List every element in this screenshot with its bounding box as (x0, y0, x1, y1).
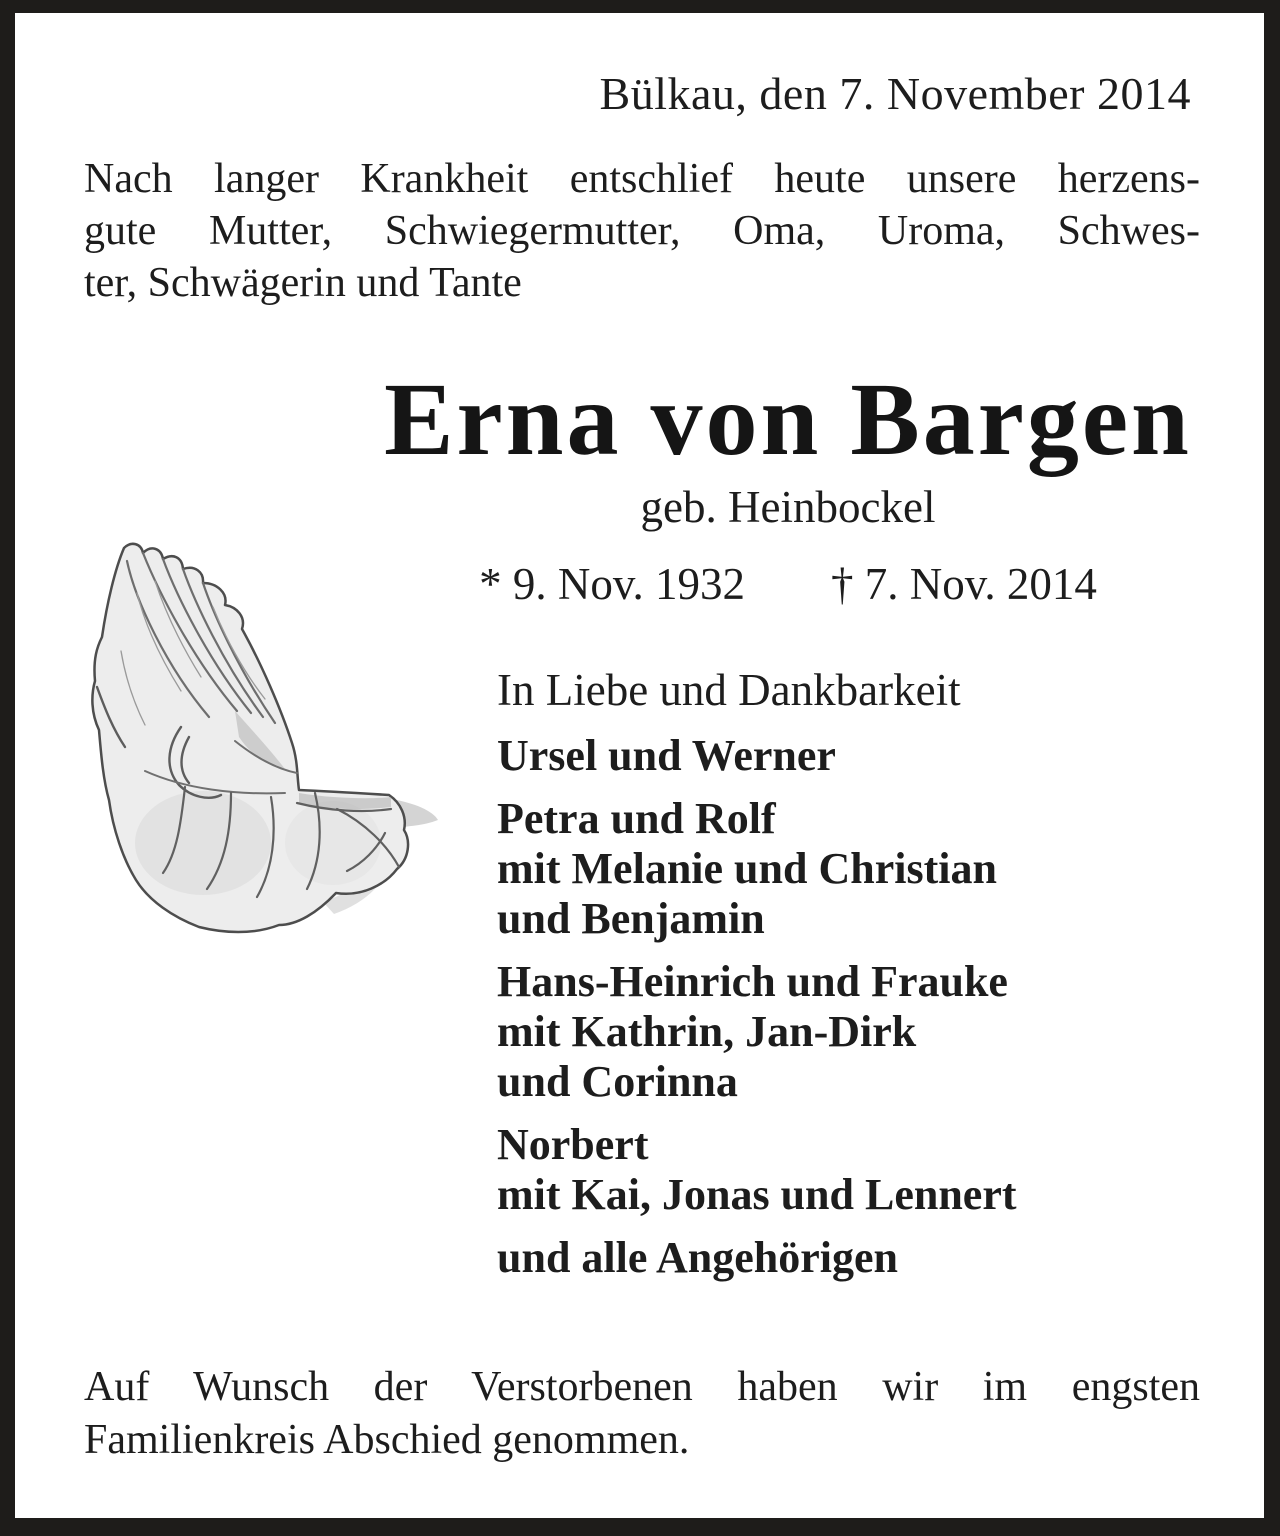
closing-paragraph (84, 1361, 1200, 1467)
mourner-line: Norbert (497, 1120, 649, 1169)
maiden-name: geb. Heinbockel (640, 482, 936, 532)
mourner-group (497, 1233, 1017, 1283)
mourner-line: mit Melanie und Christian (497, 844, 997, 893)
closing-line: Auf Wunsch der Verstorbenen haben wir im engsten (84, 1364, 1200, 1410)
mourner-group (497, 731, 1017, 781)
mourner-line: mit Kathrin, Jan-Dirk (497, 1007, 917, 1056)
obituary-sheet (15, 13, 1264, 1518)
mourner-group (497, 794, 1017, 944)
mourner-line: und Benjamin (497, 894, 765, 943)
deceased-name: Erna von Bargen (384, 362, 1192, 477)
intro-paragraph (84, 153, 1200, 309)
mourner-line: Ursel und Werner (497, 731, 836, 780)
mourner-group (497, 1120, 1017, 1220)
closing-line: Familienkreis Abschied genommen. (84, 1417, 690, 1463)
praying-hands-illustration (85, 541, 453, 993)
tribute-line: In Liebe und Dankbarkeit (497, 665, 961, 715)
death-date: † 7. Nov. 2014 (831, 559, 1097, 609)
life-dates (372, 559, 1204, 609)
mourner-line: Petra und Rolf (497, 794, 776, 843)
dateline: Bülkau, den 7. November 2014 (599, 68, 1191, 119)
mourner-group (497, 957, 1017, 1107)
intro-line: gute Mutter, Schwiegermutter, Oma, Uroma, Schwes- (84, 208, 1200, 254)
intro-line: ter, Schwägerin und Tante (84, 260, 522, 306)
mourner-line: Hans-Heinrich und Frauke (497, 957, 1008, 1006)
mourner-line: und alle Angehörigen (497, 1233, 898, 1282)
intro-line: Nach langer Krankheit entschlief heute unsere herzens- (84, 156, 1200, 202)
mourners-list (497, 731, 1017, 1296)
mourner-line: mit Kai, Jonas und Lennert (497, 1170, 1017, 1219)
mourner-line: und Corinna (497, 1057, 738, 1106)
deceased-header (372, 362, 1204, 609)
birth-date: * 9. Nov. 1932 (479, 559, 745, 609)
